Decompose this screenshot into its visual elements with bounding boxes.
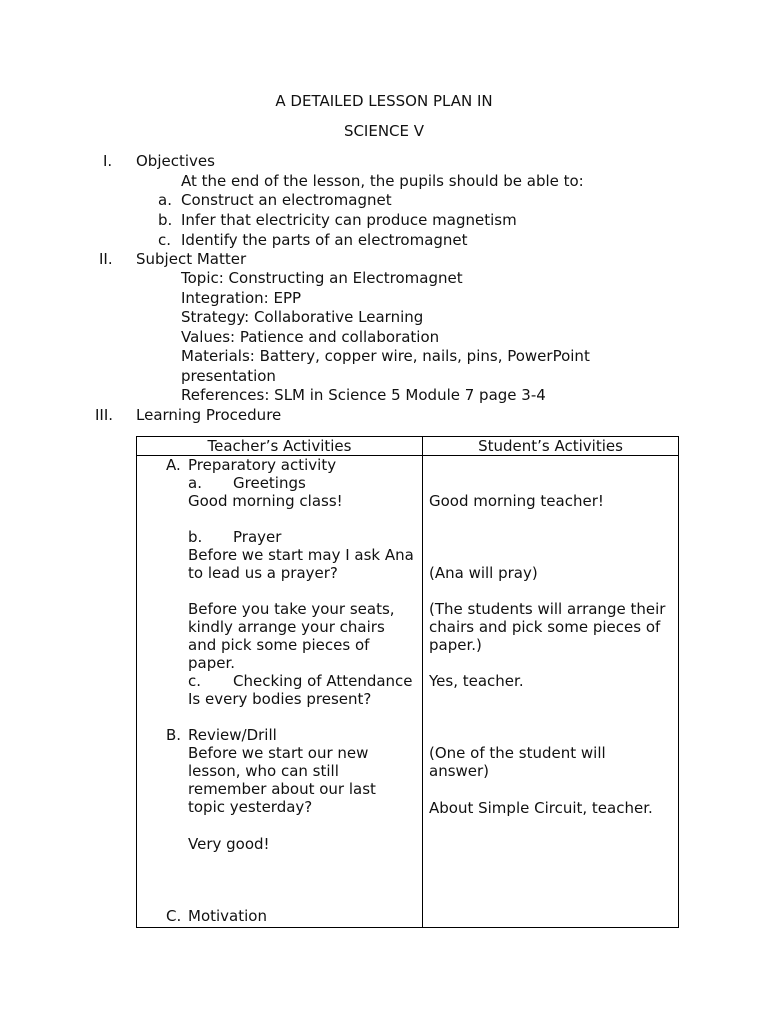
substep-heading: Greetings xyxy=(233,474,306,492)
section-1-heading: Objectives xyxy=(136,152,215,170)
section-2-heading: Subject Matter xyxy=(136,250,247,268)
teacher-line: Before we start may I ask Ana xyxy=(188,546,414,564)
objective-item: Construct an electromagnet xyxy=(181,191,392,209)
teacher-line: Is every bodies present? xyxy=(188,690,372,708)
substep-letter: a. xyxy=(188,474,202,492)
teacher-line: paper. xyxy=(188,654,236,672)
substep-heading: Prayer xyxy=(233,528,282,546)
subject-matter-line: Strategy: Collaborative Learning xyxy=(181,308,424,326)
student-line: (Ana will pray) xyxy=(429,564,538,582)
step-letter: A. xyxy=(166,456,181,474)
student-line: Good morning teacher! xyxy=(429,492,604,510)
document-subtitle: SCIENCE V xyxy=(343,122,425,140)
teacher-line: remember about our last xyxy=(188,780,376,798)
activities-table xyxy=(136,436,679,928)
teacher-line: kindly arrange your chairs xyxy=(188,618,385,636)
section-1-numeral: I. xyxy=(103,152,113,170)
student-line: About Simple Circuit, teacher. xyxy=(429,799,653,817)
subject-matter-line: Materials: Battery, copper wire, nails, pins, PowerPoint xyxy=(181,347,590,365)
substep-letter: c. xyxy=(188,672,202,690)
objective-item: Infer that electricity can produce magnetism xyxy=(181,211,517,229)
teacher-line: to lead us a prayer? xyxy=(188,564,338,582)
teacher-line: lesson, who can still xyxy=(188,762,339,780)
teacher-line: and pick some pieces of xyxy=(188,636,370,654)
objectives-intro: At the end of the lesson, the pupils should be able to: xyxy=(181,172,584,190)
objective-letter: a. xyxy=(158,191,172,209)
teacher-line: Before we start our new xyxy=(188,744,369,762)
teacher-line: Good morning class! xyxy=(188,492,343,510)
teacher-activities-cell xyxy=(137,456,423,928)
step-heading: Preparatory activity xyxy=(188,456,337,474)
teacher-line: Very good! xyxy=(188,835,270,853)
document-title: A DETAILED LESSON PLAN IN xyxy=(275,92,493,110)
table-row xyxy=(137,456,679,928)
subject-matter-line: Topic: Constructing an Electromagnet xyxy=(181,269,463,287)
section-2-numeral: II. xyxy=(99,250,113,268)
step-heading: Review/Drill xyxy=(188,726,277,744)
student-activities-header: Student’s Activities xyxy=(423,437,679,456)
teacher-line: Before you take your seats, xyxy=(188,600,395,618)
subject-matter-line: Integration: EPP xyxy=(181,289,302,307)
step-letter: C. xyxy=(166,907,182,925)
teacher-line: topic yesterday? xyxy=(188,798,313,816)
step-letter: B. xyxy=(166,726,182,744)
section-3-heading: Learning Procedure xyxy=(136,406,282,424)
subject-matter-line: presentation xyxy=(181,367,276,385)
objective-letter: b. xyxy=(158,211,173,229)
objective-letter: c. xyxy=(158,231,172,249)
objective-item: Identify the parts of an electromagnet xyxy=(181,231,468,249)
step-heading: Motivation xyxy=(188,907,267,925)
teacher-activities-header: Teacher’s Activities xyxy=(137,437,423,456)
student-line: (One of the student will xyxy=(429,744,606,762)
subject-matter-line: References: SLM in Science 5 Module 7 page 3-4 xyxy=(181,386,546,404)
section-3-numeral: III. xyxy=(95,406,114,424)
student-line: chairs and pick some pieces of xyxy=(429,618,661,636)
table-header-row xyxy=(137,437,679,456)
student-line: paper.) xyxy=(429,636,482,654)
student-line: (The students will arrange their xyxy=(429,600,666,618)
substep-letter: b. xyxy=(188,528,203,546)
student-line: Yes, teacher. xyxy=(429,672,524,690)
student-activities-cell xyxy=(423,456,679,928)
subject-matter-line: Values: Patience and collaboration xyxy=(181,328,440,346)
substep-heading: Checking of Attendance xyxy=(233,672,413,690)
student-line: answer) xyxy=(429,762,490,780)
